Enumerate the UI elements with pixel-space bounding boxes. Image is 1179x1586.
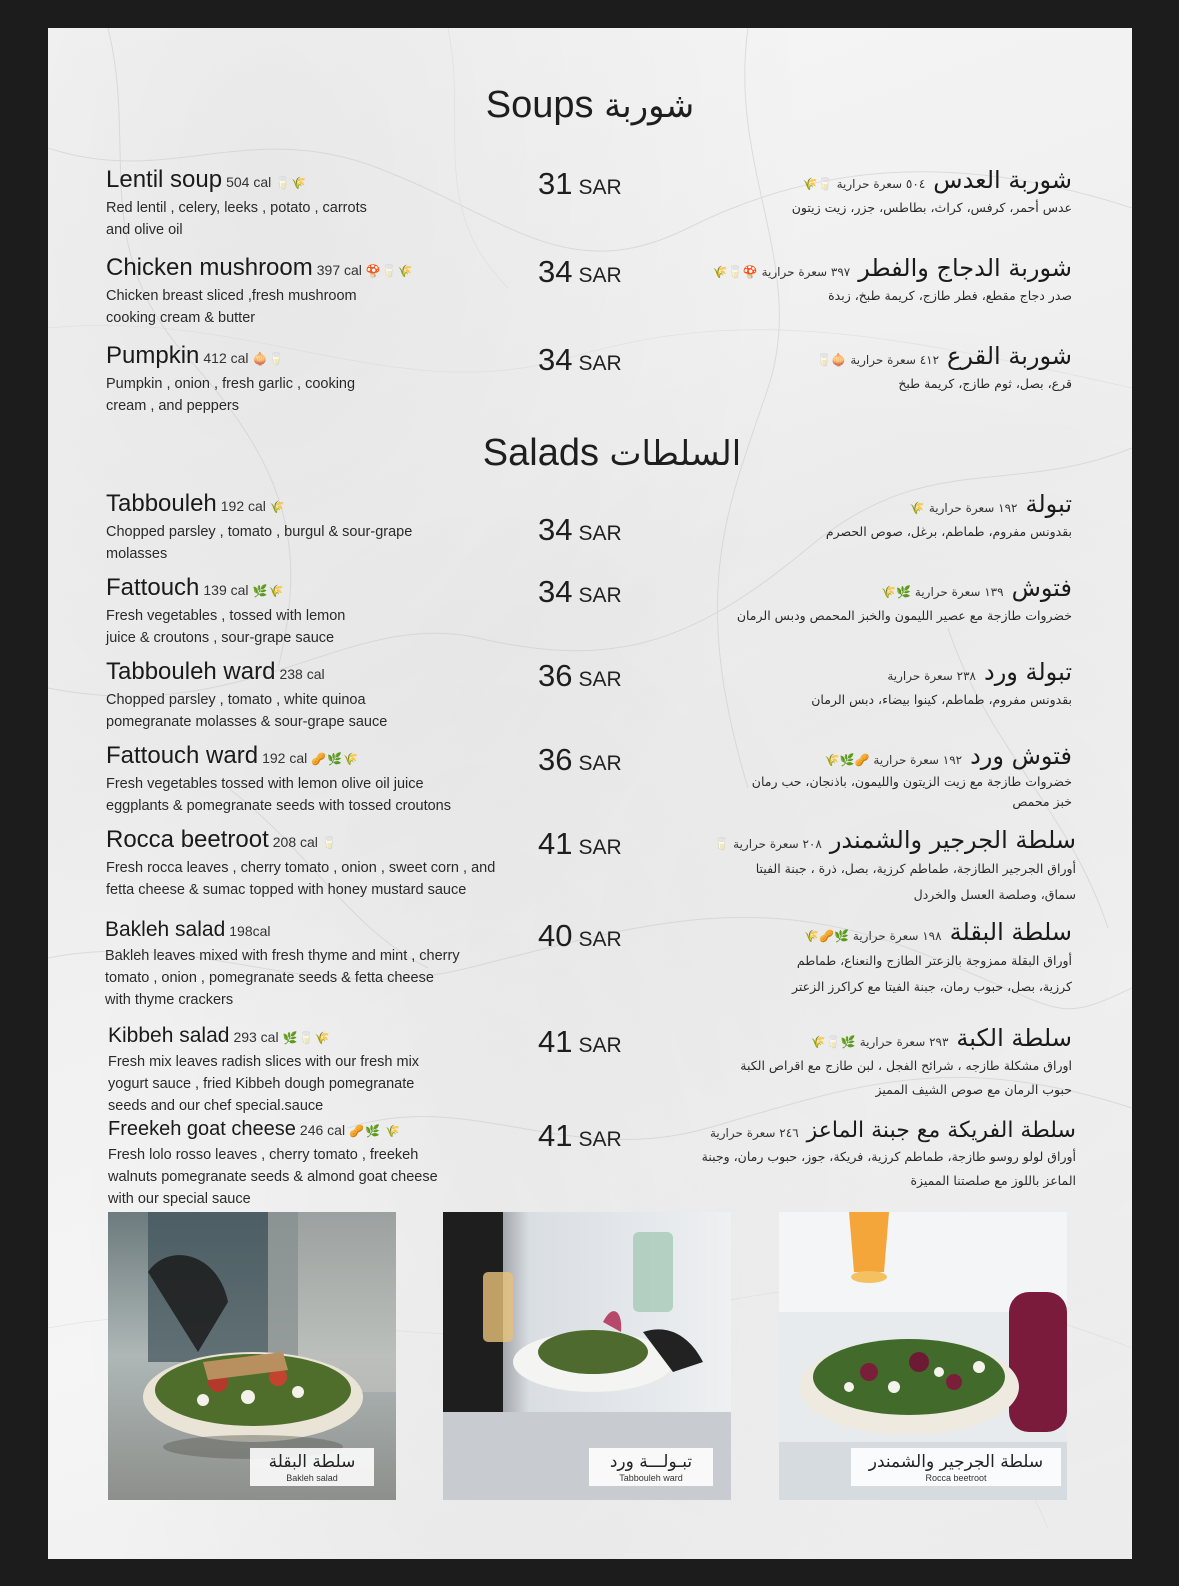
item-en-block <box>108 1118 528 1210</box>
item-calories-ar: ١٩٢ سعرة حرارية <box>873 753 963 767</box>
item-name-ar: سلطة الجرجير والشمندر <box>829 826 1076 854</box>
item-calories-en: 504 cal <box>226 174 272 190</box>
soups-title-en: Soups <box>485 84 594 126</box>
item-name-en: Freekeh goat cheese <box>108 1118 296 1140</box>
item-description-ar: بقدونس مفروم، طماطم، برغل، صوص الحصرم <box>825 524 1072 539</box>
price-value: 41 <box>538 1118 573 1153</box>
item-ar-block <box>642 1024 1072 1102</box>
item-ar-block <box>642 342 1072 395</box>
allergen-icons: 🧅🥛 <box>252 352 285 366</box>
item-calories-en: 192 cal <box>262 750 308 766</box>
allergen-icons: 🌿🌾 <box>252 584 285 598</box>
item-ar-block <box>642 658 1072 711</box>
item-calories-en: 208 cal <box>272 834 318 850</box>
menu-page <box>48 28 1132 1559</box>
price-currency: SAR <box>578 1034 622 1057</box>
item-calories-ar: ٤١٢ سعرة حرارية <box>850 353 940 367</box>
item-name-ar: فتوش ورد <box>970 742 1072 770</box>
item-description-en: Chopped parsley , tomato , burgul & sour-grape molasses <box>106 524 413 562</box>
photo-tabbouleh-ward <box>443 1212 731 1500</box>
item-calories-en: 198cal <box>229 923 271 939</box>
price-currency: SAR <box>578 752 622 775</box>
item-en-block <box>106 254 526 329</box>
item-calories-ar: ٥٠٤ سعرة حرارية <box>836 177 926 191</box>
item-name-en: Lentil soup <box>106 166 223 193</box>
salads-title <box>70 432 1132 475</box>
item-name-en: Fattouch <box>106 574 200 601</box>
item-calories-ar: ٢٣٨ سعرة حرارية <box>887 669 976 683</box>
price-value: 31 <box>538 166 573 201</box>
item-calories-en: 246 cal <box>299 1122 346 1138</box>
caption-ar: سلطة البقلة <box>268 1452 356 1472</box>
item-calories-en: 139 cal <box>203 582 249 598</box>
price-currency: SAR <box>578 836 622 859</box>
item-ar-block <box>606 1118 1076 1193</box>
allergen-icons: 🧅🥛 <box>816 353 847 367</box>
item-ar-block <box>642 918 1072 1000</box>
item-name-en: Pumpkin <box>106 342 200 369</box>
item-name-ar: سلطة الكبة <box>956 1024 1072 1052</box>
salads-title-ar: السلطات <box>609 434 742 474</box>
item-description-en: Fresh lolo rosso leaves , cherry tomato , freekeh walnuts pomegranate seeds & almond goat cheese with our special sauce <box>108 1147 438 1207</box>
item-calories-ar: ١٣٩ سعرة حرارية <box>914 585 1004 599</box>
allergen-icons: 🥜🌿🌾 <box>824 753 870 767</box>
item-en-block <box>106 490 526 565</box>
price-currency: SAR <box>578 352 622 375</box>
item-en-block <box>106 166 526 241</box>
caption-en: Tabbouleh ward <box>619 1473 683 1483</box>
item-calories-en: 293 cal <box>233 1029 279 1045</box>
item-ar-block <box>642 574 1072 627</box>
allergen-icons: 🥜🌿 🌾 <box>349 1124 402 1138</box>
price-currency: SAR <box>578 264 622 287</box>
item-ar-block <box>642 490 1072 543</box>
item-description-ar: أوراق لولو روسو طازجة، طماطم كرزية، فريكة، جوز، حبوب رمان، وجبنة الماعز باللوز مع صلصتنا المميزة <box>701 1149 1076 1188</box>
item-description-ar: خضروات طازجة مع زيت الزيتون والليمون، باذنجان، حب رمان خبز محمص <box>751 774 1072 809</box>
price-value: 41 <box>538 1024 573 1059</box>
allergen-icons: 🍄🥛🌾 <box>712 265 758 279</box>
photo-caption <box>589 1448 713 1486</box>
item-description-ar: خضروات طازجة مع عصير الليمون والخبز المحمص ودبس الرمان <box>736 608 1072 623</box>
allergen-icons: 🌾 <box>909 501 925 515</box>
allergen-icons: 🥛 <box>321 836 338 850</box>
item-en-block <box>105 918 525 1011</box>
item-calories-ar: ٣٩٧ سعرة حرارية <box>761 265 851 279</box>
allergen-icons: 🌿🥜🌾 <box>804 929 849 943</box>
item-name-ar: فتوش <box>1011 574 1072 602</box>
item-name-en: Chicken mushroom <box>106 254 313 281</box>
item-description-ar: قرع، بصل، ثوم طازج، كريمة طبخ <box>898 376 1072 391</box>
item-calories-en: 412 cal <box>203 350 249 366</box>
item-en-block <box>106 742 526 817</box>
item-en-block <box>106 574 526 649</box>
item-calories-ar: ٢٠٨ سعرة حرارية <box>733 837 822 851</box>
item-calories-ar: ٢٤٦ سعرة حرارية <box>709 1126 799 1140</box>
item-description-ar: أوراق الجرجير الطازجة، طماطم كرزية، بصل، ذرة ، جبنة الفيتا سماق، وصلصة العسل والخردل <box>755 861 1076 902</box>
item-name-en: Fattouch ward <box>106 742 259 769</box>
caption-ar: سلطة الجرجير والشمندر <box>868 1452 1044 1472</box>
item-ar-block <box>646 826 1076 908</box>
item-description-ar: اوراق مشكلة طازجه ، شرائح الفجل ، لبن طازج مع اقراص الكبة حبوب الرمان مع صوص الشيف المميز <box>740 1058 1072 1097</box>
soups-title <box>48 84 1132 127</box>
allergen-icons: 🍄🥛🌾 <box>365 264 414 278</box>
allergen-icons: 🌿🥛🌾 <box>282 1031 331 1045</box>
item-description-ar: أوراق البقلة ممزوجة بالزعتر الطازج والنعناع، طماطم كرزية، بصل، حبوب رمان، جبنة الفيتا مع كراكرز الزعتر <box>792 953 1072 994</box>
item-name-ar: شوربة القرع <box>947 342 1072 370</box>
item-ar-block <box>642 166 1072 219</box>
item-description-en: Chicken breast sliced ,fresh mushroom cooking cream & butter <box>106 288 357 326</box>
item-en-block <box>108 1024 528 1117</box>
price-currency: SAR <box>578 668 622 691</box>
allergen-icons: 🥜🌿🌾 <box>311 752 360 766</box>
allergen-icons: 🥛🌾 <box>275 176 308 190</box>
allergen-icons: 🥛 <box>714 837 730 851</box>
item-description-en: Pumpkin , onion , fresh garlic , cooking cream , and peppers <box>106 376 356 414</box>
item-name-ar: شوربة العدس <box>933 166 1072 194</box>
item-ar-block <box>642 742 1072 812</box>
item-en-block <box>106 342 526 417</box>
item-name-en: Tabbouleh ward <box>106 658 276 685</box>
item-description-en: Fresh vegetables , tossed with lemon juice & croutons , sour-grape sauce <box>106 608 346 646</box>
salads-title-en: Salads <box>482 432 599 474</box>
price-currency: SAR <box>578 522 622 545</box>
item-en-block <box>106 658 526 733</box>
photo-rocca-beetroot <box>779 1212 1067 1500</box>
item-description-en: Fresh mix leaves radish slices with our fresh mix yogurt sauce , fried Kibbeh dough pomegranate seeds and our chef special.sauce <box>108 1054 420 1114</box>
item-description-en: Fresh rocca leaves , cherry tomato , onion , sweet corn , and fetta cheese & sumac topped with honey mustard sauce <box>106 860 496 898</box>
photo-bakleh-salad <box>108 1212 396 1500</box>
item-ar-block <box>642 254 1072 307</box>
price-currency: SAR <box>578 928 622 951</box>
soups-title-ar: شوربة <box>604 86 695 126</box>
item-name-ar: شوربة الدجاج والفطر <box>858 254 1072 282</box>
photo-caption <box>250 1448 374 1486</box>
caption-en: Bakleh salad <box>286 1473 338 1483</box>
price-value: 36 <box>538 658 573 693</box>
caption-ar: تبـولـــة ورد <box>609 1452 693 1472</box>
item-name-en: Kibbeh salad <box>108 1024 230 1047</box>
item-calories-en: 192 cal <box>220 498 266 514</box>
item-calories-en: 238 cal <box>279 666 325 682</box>
item-calories-ar: ١٩٢ سعرة حرارية <box>928 501 1018 515</box>
allergen-icons: 🌿🥛🌾 <box>810 1035 856 1049</box>
item-calories-en: 397 cal <box>316 262 362 278</box>
price-value: 34 <box>538 512 573 547</box>
price-currency: SAR <box>578 584 622 607</box>
item-calories-ar: ٢٩٣ سعرة حرارية <box>859 1035 949 1049</box>
item-description-ar: بقدونس مفروم، طماطم، كينوا بيضاء، دبس الرمان <box>811 692 1072 707</box>
item-calories-ar: ١٩٨ سعرة حرارية <box>852 929 942 943</box>
item-name-ar: سلطة البقلة <box>949 918 1072 946</box>
item-description-ar: صدر دجاج مقطع، فطر طازج، كريمة طبخ، زبدة <box>828 288 1072 303</box>
price-currency: SAR <box>578 1128 622 1151</box>
item-description-en: Red lentil , celery, leeks , potato , carrots and olive oil <box>106 200 367 238</box>
price-value: 34 <box>538 254 573 289</box>
allergen-icons: 🌾 <box>269 500 286 514</box>
allergen-icons: 🥛🌾 <box>802 177 833 191</box>
item-en-block <box>106 826 546 901</box>
price-value: 34 <box>538 342 573 377</box>
price-value: 34 <box>538 574 573 609</box>
caption-en: Rocca beetroot <box>925 1473 987 1483</box>
item-description-en: Chopped parsley , tomato , white quinoa pomegranate molasses & sour-grape sauce <box>106 692 388 730</box>
item-description-en: Bakleh leaves mixed with fresh thyme and mint , cherry tomato , onion , pomegranate seeds & fetta cheese with thyme crackers <box>105 948 460 1008</box>
item-name-en: Bakleh salad <box>105 918 226 941</box>
price-value: 36 <box>538 742 573 777</box>
item-name-en: Rocca beetroot <box>106 826 269 853</box>
item-description-ar: عدس أحمر، كرفس، كراث، بطاطس، جزر، زيت زيتون <box>791 200 1072 215</box>
item-description-en: Fresh vegetables tossed with lemon olive oil juice eggplants & pomegranate seeds with tossed croutons <box>106 776 451 814</box>
item-name-ar: تبولة <box>1025 490 1072 518</box>
item-name-ar: سلطة الفريكة مع جبنة الماعز <box>806 1118 1076 1143</box>
price-value: 40 <box>538 918 573 953</box>
item-name-en: Tabbouleh <box>106 490 217 517</box>
item-name-ar: تبولة ورد <box>984 658 1072 686</box>
photo-caption <box>851 1448 1061 1486</box>
price-currency: SAR <box>578 176 622 199</box>
price-value: 41 <box>538 826 573 861</box>
allergen-icons: 🌿🌾 <box>881 585 911 599</box>
